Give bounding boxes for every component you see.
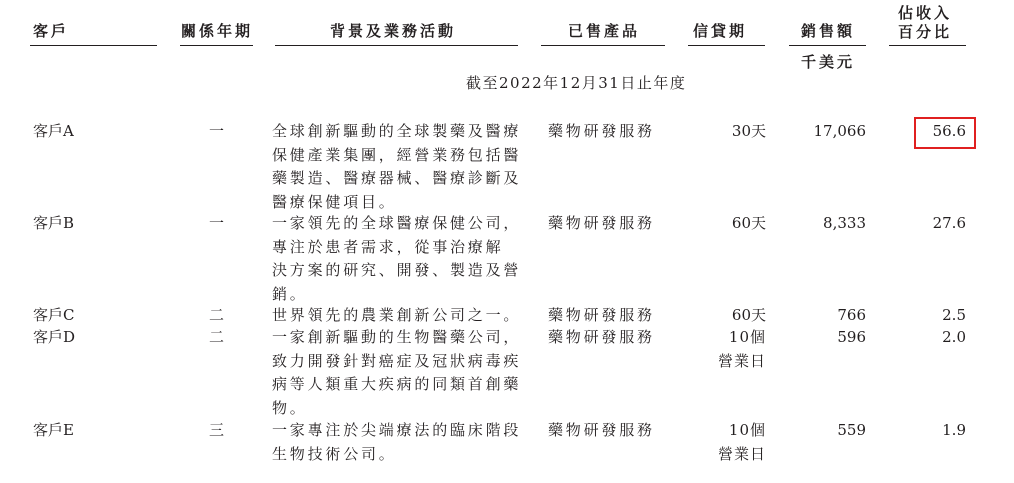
header-rule-percentage	[889, 45, 966, 46]
row-a-years: 一	[208, 122, 224, 140]
row-e-customer: 客戶E	[33, 421, 74, 439]
row-c-percentage: 2.5	[942, 306, 966, 324]
header-product: 已售產品	[568, 22, 641, 40]
row-b-product: 藥物研發服務	[548, 214, 655, 232]
sales-unit-label: 千美元	[801, 53, 856, 71]
row-a-percentage: 56.6	[932, 122, 966, 140]
row-d-customer: 客戶D	[33, 328, 76, 346]
row-b-background: 一家領先的全球醫療保健公司， 專注於患者需求，從事治療解 決方案的研究、開發、製造及營 銷。	[272, 214, 522, 303]
row-e-years: 三	[208, 421, 224, 439]
row-c-years: 二	[208, 306, 224, 324]
row-d-background: 一家創新驅動的生物醫藥公司， 致力開發針對癌症及冠狀病毒疾 病等人類重大疾病的同類首創藥 物。	[272, 328, 522, 417]
header-rule-sales	[789, 45, 866, 46]
header-customer: 客戶	[33, 22, 70, 40]
row-a-background: 全球創新驅動的全球製藥及醫療 保健產業集團，經營業務包括醫 藥製造、醫療器械、醫療診斷及 醫療保健項目。	[272, 122, 522, 211]
row-d-product: 藥物研發服務	[548, 328, 655, 346]
row-e-credit: 10個 營業日	[717, 421, 766, 463]
row-b-customer: 客戶B	[33, 214, 75, 232]
header-percentage-line2: 百分比	[898, 23, 953, 41]
row-c-product: 藥物研發服務	[548, 306, 655, 324]
row-a-credit: 30天	[731, 122, 766, 140]
row-b-percentage: 27.6	[932, 214, 966, 232]
header-rule-background	[275, 45, 518, 46]
row-c-sales: 766	[837, 306, 866, 324]
header-background: 背景及業務活動	[330, 22, 457, 40]
header-rule-years	[180, 45, 253, 46]
row-c-customer: 客戶C	[33, 306, 75, 324]
header-credit-period: 信貸期	[693, 22, 748, 40]
header-rule-customer	[30, 45, 157, 46]
row-b-credit: 60天	[731, 214, 766, 232]
row-d-years: 二	[208, 328, 224, 346]
row-e-background: 一家專注於尖端療法的臨床階段 生物技術公司。	[272, 421, 522, 463]
row-d-credit: 10個 營業日	[717, 328, 766, 370]
row-e-sales: 559	[837, 421, 866, 439]
row-d-sales: 596	[837, 328, 866, 346]
header-relationship-years: 關係年期	[181, 22, 254, 40]
header-rule-product	[541, 45, 665, 46]
row-a-customer: 客戶A	[33, 122, 74, 140]
period-caption: 截至2022年12月31日止年度	[466, 74, 687, 92]
row-a-sales: 17,066	[813, 122, 866, 140]
row-e-percentage: 1.9	[942, 421, 966, 439]
row-c-credit: 60天	[731, 306, 766, 324]
row-d-percentage: 2.0	[942, 328, 966, 346]
row-c-background: 世界領先的農業創新公司之一。	[272, 306, 522, 324]
row-b-sales: 8,333	[823, 214, 866, 232]
highlight-box	[914, 117, 976, 149]
row-a-product: 藥物研發服務	[548, 122, 655, 140]
row-b-years: 一	[208, 214, 224, 232]
header-percentage-line1: 佔收入	[898, 4, 953, 22]
row-e-product: 藥物研發服務	[548, 421, 655, 439]
header-sales: 銷售額	[801, 22, 856, 40]
header-rule-credit	[688, 45, 765, 46]
